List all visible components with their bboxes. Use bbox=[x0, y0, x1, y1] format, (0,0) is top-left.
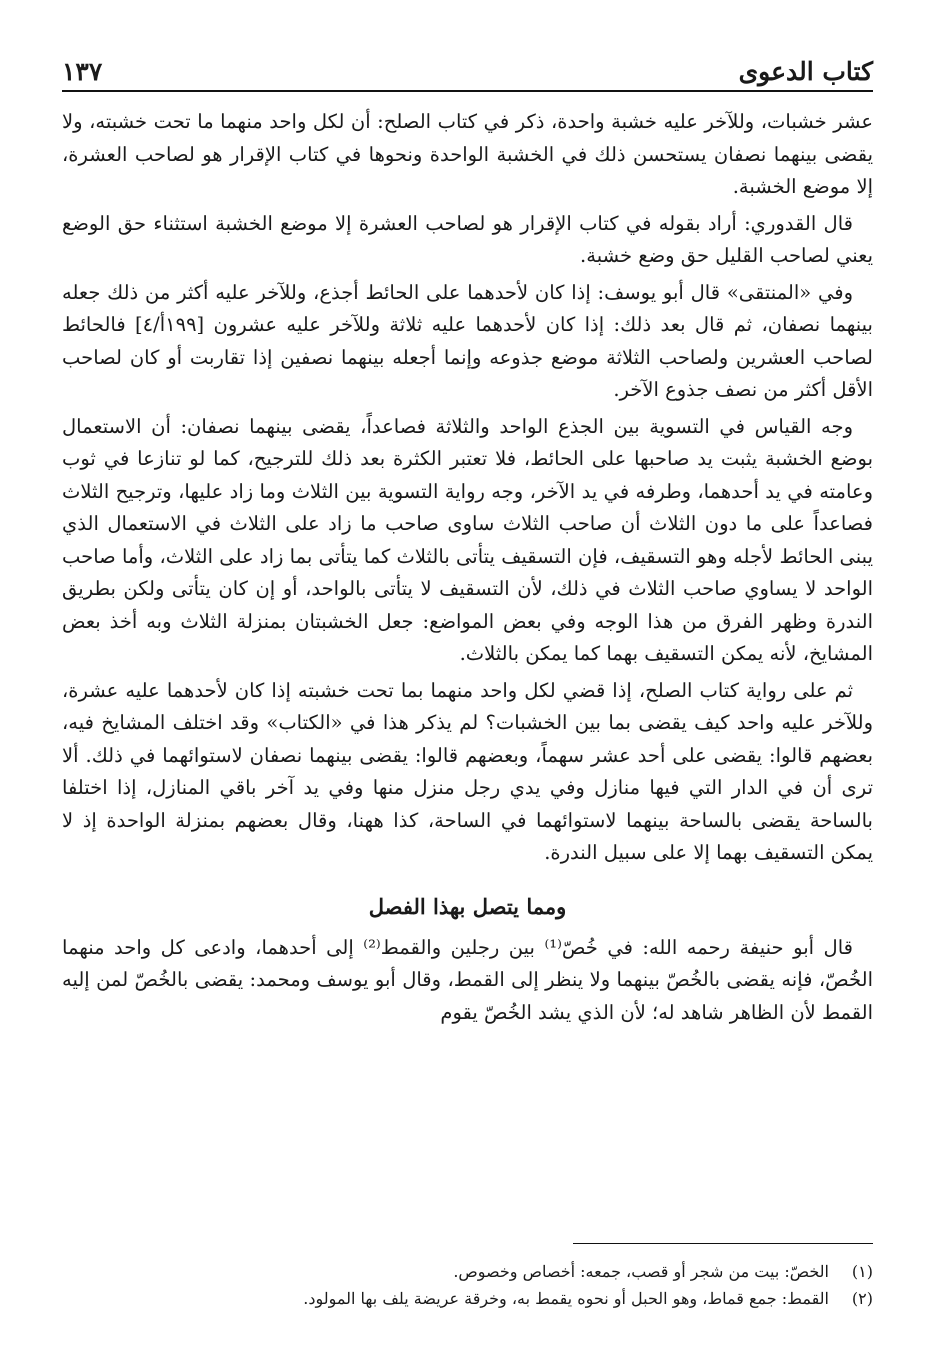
paragraph: قال أبو حنيفة رحمه الله: في خُصّ⁽¹⁾ بين رجلين والقمط⁽²⁾ إلى أحدهما، وادعى كل واحد منهما الخُصّ، فإنه يقضى بالخُصّ بينهما ولا ينظر إلى القمط، وقال أبو يوسف ومحمد: يقضى بالخُصّ لمن إليه القمط لأن الظاهر شاهد له؛ لأن الذي يشد الخُصّ يقوم bbox=[62, 935, 873, 1024]
main-text bbox=[62, 106, 873, 1029]
section-heading: ومما يتصل بهذا الفصل bbox=[368, 893, 567, 919]
paragraph: ثم على رواية كتاب الصلح، إذا قضي لكل واحد منهما بما تحت خشبته إذا كان لأحدهما عليه عشرة، وللآخر عليه واحد كيف يقضى بما بين الخشبات؟ لم يذكر هذا في «الكتاب» وقد اختلف المشايخ فيه، بعضهم قالوا: يقضى على أحد عشر سهماً، وبعضهم قالوا: يقضى بينهما نصفان لاستوائهما في ذلك. ألا ترى أن في الدار التي فيها منازل وفي يدي رجل منزل منها وفي يد آخر باقي المنازل، إذا اختلفا بالساحة يقضى بالساحة بينهما لاستوائهما في الساحة، كذا ههنا، وقال بعضهم بمنزلة الواحدة إذ لا يمكن التسقيف بهما إلا على سبيل الندرة. bbox=[62, 678, 873, 864]
footnote bbox=[62, 1258, 873, 1285]
footnotes bbox=[62, 1243, 873, 1312]
footnote-text: القمط: جمع قماط، وهو الحبل أو نحوه يقمط به، وخرقة عريضة يلف بها المولود. bbox=[303, 1289, 829, 1308]
paragraph: وفي «المنتقى» قال أبو يوسف: إذا كان لأحدهما على الحائط أجذع، وللآخر عليه أكثر من ذلك جعله بينهما نصفان، ثم قال بعد ذلك: إذا كان لأحدهما عليه ثلاثة وللآخر عليه عشرون [١٩٩أ/٤] فالحائط لصاحب العشرين ولصاحب الثلاثة موضع جذوعه وإنما أجعله بينهما نصفين إذا تقاربت أو كان لصاحب الأقل أكثر من نصف جذوع الآخر. bbox=[62, 280, 873, 401]
footnote bbox=[62, 1285, 873, 1312]
page-number: ١٣٧ bbox=[62, 57, 103, 86]
footnote-number: (٢) bbox=[851, 1289, 873, 1308]
running-title: كتاب الدعوى bbox=[738, 57, 873, 86]
paragraph: وجه القياس في التسوية بين الجذع الواحد والثلاثة فصاعداً، يقضى بينهما نصفان: أن الاستعمال بوضع الخشبة يثبت يد صاحبها على الحائط، فلا تعتبر الكثرة بعد ذلك للترجيح، كما لو تنازعا في ثوب وعامته في يد أحدهما، وطرفه في يد الآخر، وجه رواية التسوية بين الثلاث وما زاد عليها، وترجيح الثلاث فصاعداً على ما دون الثلاث أن صاحب الثلاث ساوى صاحب ما زاد على الثلاث في الاستعمال الذي يبنى الحائط لأجله وهو التسقيف، فإن التسقيف يتأتى بالثلاث كما يتأتى بما زاد على الثلاث، وأما صاحب الواحد لا يساوي صاحب الثلاث في ذلك، لأن التسقيف لا يتأتى بالواحد، أو إن كان يتأتى ولكن بطريق الندرة وظهر الفرق من هذا الوجه وفي بعض المواضع: جعل الخشبتان بمنزلة الثلاث وبه أخذ بعض المشايخ، لأنه يمكن التسقيف بهما كما يمكن بالثلاث. bbox=[62, 414, 873, 665]
footnote-divider bbox=[573, 1243, 873, 1244]
paragraph: عشر خشبات، وللآخر عليه خشبة واحدة، ذكر في كتاب الصلح: أن لكل واحد منهما ما تحت خشبته، ولا يقضى بينهما نصفان يستحسن ذلك في الخشبة الواحدة ونحوها في كتاب الإقرار هو لصاحب العشرة، إلا موضع الخشبة. bbox=[62, 110, 873, 198]
footnote-text: الخصّ: بيت من شجر أو قصب، جمعه: أخصاص وخصوص. bbox=[453, 1262, 829, 1281]
page-header bbox=[62, 40, 873, 92]
paragraph: قال القدوري: أراد بقوله في كتاب الإقرار هو لصاحب العشرة إلا موضع الخشبة استثناء حق الوضع يعني لصاحب القليل حق وضع خشبة. bbox=[62, 211, 873, 267]
footnote-number: (١) bbox=[851, 1262, 873, 1281]
